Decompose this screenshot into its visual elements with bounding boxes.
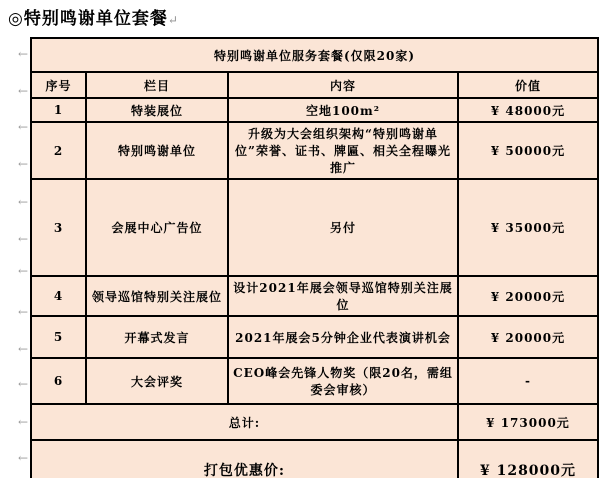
package-price-label: 打包优惠价: [31, 440, 458, 478]
table-title-row [31, 38, 598, 72]
table-row [31, 276, 598, 316]
package-table [30, 37, 599, 478]
cell-item: 特别鸣谢单位 [86, 122, 228, 179]
header-no: 序号 [31, 72, 86, 98]
table-row [31, 98, 598, 122]
cell-item: 领导巡馆特别关注展位 [86, 276, 228, 316]
line-break-icon: ← [17, 264, 28, 278]
cell-no: 3 [31, 179, 86, 276]
line-break-icon: ← [17, 84, 28, 98]
table-header-row [31, 72, 598, 98]
table-title: 特别鸣谢单位服务套餐(仅限20家) [31, 38, 598, 72]
paragraph-return-icon: ↵ [167, 13, 178, 27]
cell-item: 特装展位 [86, 98, 228, 122]
line-break-icon: ← [17, 195, 28, 209]
cell-content: 另付 [228, 179, 458, 276]
cell-no: 5 [31, 316, 86, 358]
line-break-icon: ← [17, 342, 28, 356]
package-price-row [31, 440, 598, 478]
cell-price: ¥ 35000元 [458, 179, 598, 276]
document-title [8, 4, 178, 29]
table-row [31, 179, 598, 276]
cell-content: CEO峰会先锋人物奖（限20名，需组委会审核） [228, 358, 458, 404]
header-item: 栏目 [86, 72, 228, 98]
line-break-icon: ← [17, 305, 28, 319]
header-price: 价值 [458, 72, 598, 98]
line-break-icon: ← [17, 451, 28, 465]
cell-price: ¥ 48000元 [458, 98, 598, 122]
cell-price: ¥ 20000元 [458, 276, 598, 316]
document-title-text: ◎特别鸣谢单位套餐 [8, 9, 168, 29]
cell-item: 大会评奖 [86, 358, 228, 404]
cell-content: 2021年展会5分钟企业代表演讲机会 [228, 316, 458, 358]
cell-content: 设计2021年展会领导巡馆特别关注展位 [228, 276, 458, 316]
total-price: ¥ 173000元 [458, 404, 598, 440]
cell-no: 6 [31, 358, 86, 404]
line-break-icon: ← [17, 377, 28, 391]
line-break-icon: ← [17, 47, 28, 61]
cell-no: 2 [31, 122, 86, 179]
cell-content: 空地100m² [228, 98, 458, 122]
line-break-icon: ← [17, 415, 28, 429]
cell-price: - [458, 358, 598, 404]
cell-content: 升级为大会组织架构“特别鸣谢单位”荣誉、证书、牌匾、相关全程曝光推广 [228, 122, 458, 179]
cell-item: 开幕式发言 [86, 316, 228, 358]
cell-no: 4 [31, 276, 86, 316]
total-label: 总计: [31, 404, 458, 440]
table-row [31, 122, 598, 179]
cell-item: 会展中心广告位 [86, 179, 228, 276]
package-price-value: ¥ 128000元 [458, 440, 598, 478]
header-content: 内容 [228, 72, 458, 98]
table-row [31, 358, 598, 404]
table-row [31, 316, 598, 358]
total-row [31, 404, 598, 440]
line-break-icon: ← [17, 232, 28, 246]
cell-price: ¥ 20000元 [458, 316, 598, 358]
line-break-icon: ← [17, 157, 28, 171]
cell-no: 1 [31, 98, 86, 122]
line-break-icon: ← [17, 120, 28, 134]
cell-price: ¥ 50000元 [458, 122, 598, 179]
